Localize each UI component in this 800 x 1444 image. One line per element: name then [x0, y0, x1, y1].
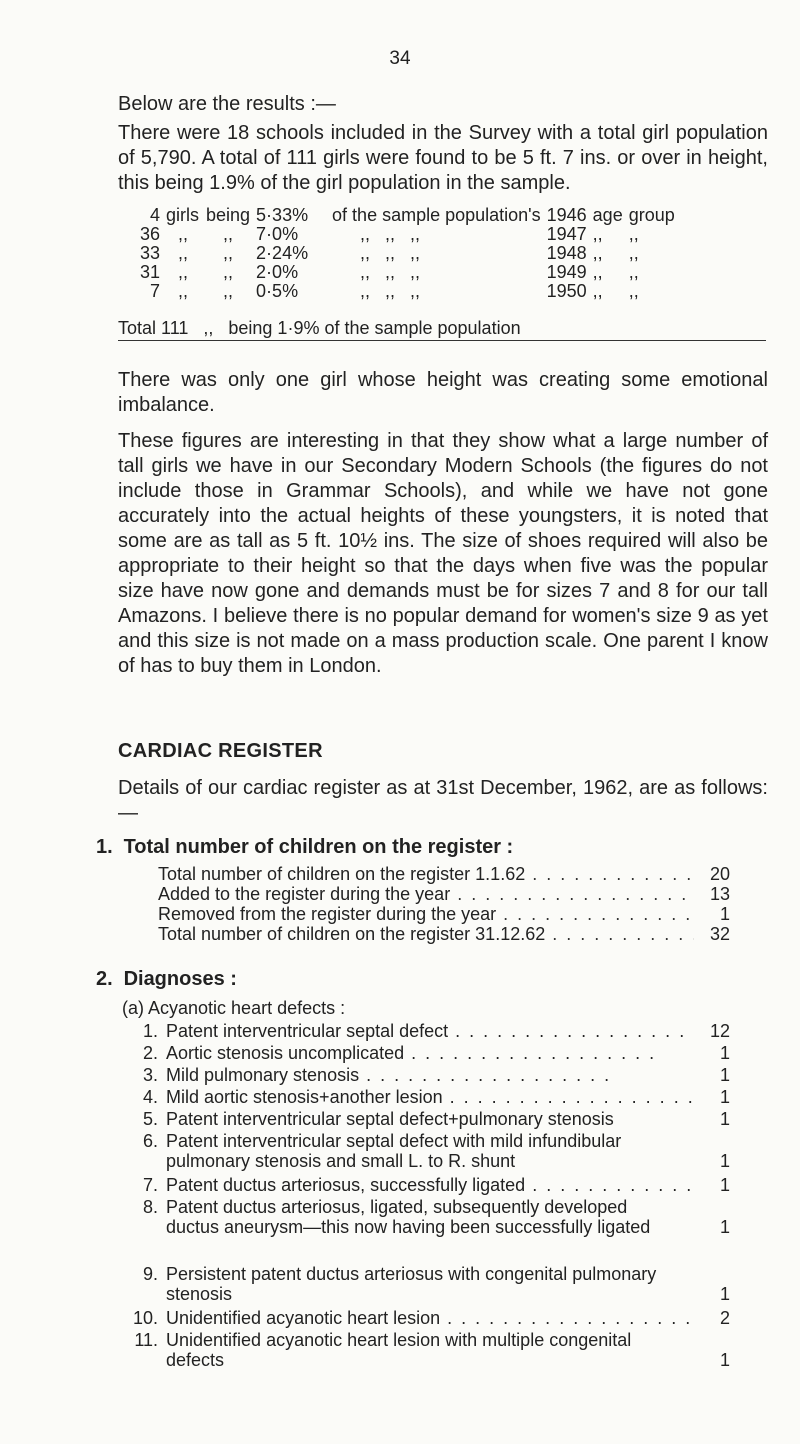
diagnosis-text — [166, 1308, 694, 1328]
diagnosis-text — [166, 1087, 694, 1107]
cardiac-heading: CARDIAC REGISTER — [118, 740, 323, 762]
diagnosis-number: 8. — [142, 1197, 158, 1217]
diagnosis-row — [118, 1330, 730, 1370]
register-row — [158, 864, 730, 884]
diagnosis-row — [118, 1021, 730, 1041]
diagnosis-label: Aortic stenosis uncomplicated — [166, 1043, 405, 1063]
being-label: ,, — [223, 224, 234, 244]
girls-label: girls — [166, 205, 200, 225]
table-row — [132, 282, 681, 301]
leader-dots — [404, 1043, 656, 1063]
diagnosis-text: Patent ductus arteriosus, ligated, subsequently developed ductus aneurysm—this now having been successfully ligated — [166, 1197, 651, 1237]
subsection-heading: (a) Acyanotic heart defects : — [122, 998, 346, 1018]
diagnosis-text — [166, 1175, 694, 1195]
table-row — [132, 225, 681, 244]
percentage: 2·24% — [256, 243, 309, 263]
diagnosis-row — [118, 1065, 730, 1085]
girl-count: 4 — [149, 205, 160, 225]
being-label: ,, — [223, 243, 234, 263]
age-label: ,, — [592, 243, 603, 263]
figures-paragraph: These figures are interesting in that they show what a large number of tall girls we have in our Secondary Modern Schools (the figures do not include those in Grammar Schools), and while we have not gone accurately into the actual heights of these youngsters, it is noted that some are as tall as 5 ft. 10½ ins. The size of shoes required will also be appropriate to their height so that the days when five was the popular size have now gone and demands must be for sizes 7 and 8 for our tall Amazons. I believe there is no popular demand for women's size 9 as yet and this size is not made on a mass production scale. One parent I know of has to buy them in London. — [118, 430, 768, 677]
table-row — [132, 244, 681, 263]
being-label: ,, — [223, 262, 234, 282]
leader-dots — [359, 1065, 611, 1085]
register-label: Total number of children on the register 31.12.62 . . — [158, 924, 694, 944]
diagnosis-count: 1 — [719, 1087, 730, 1107]
leader-dots — [443, 1087, 694, 1107]
description: ,, ,, ,, — [360, 262, 421, 282]
diagnosis-text: Patent interventricular septal defect with mild infundibular pulmonary stenosis and small L. to R. shunt — [166, 1131, 622, 1171]
register-value: 13 — [709, 884, 730, 904]
girls-label: ,, — [177, 281, 188, 301]
diagnosis-count: 1 — [719, 1175, 730, 1195]
girl-count: 33 — [139, 243, 160, 263]
cardiac-intro: Details of our cardiac register as at 31st December, 1962, are as follows:— — [118, 777, 768, 824]
description: ,, ,, ,, — [360, 243, 421, 263]
group-label: group — [628, 205, 675, 225]
diagnosis-row — [118, 1308, 730, 1328]
being-label: being — [206, 205, 251, 225]
diagnosis-label: Patent ductus arteriosus, successfully ligated — [166, 1175, 526, 1195]
table-row — [132, 206, 681, 225]
diagnosis-row — [118, 1043, 730, 1063]
diagnosis-count: 1 — [719, 1043, 730, 1063]
diagnosis-count: 2 — [719, 1308, 730, 1328]
diagnosis-count: 1 — [719, 1109, 730, 1129]
register-value: 20 — [709, 864, 730, 884]
leader-dots — [440, 1308, 692, 1328]
group-label: ,, — [628, 281, 639, 301]
height-table — [132, 206, 681, 301]
section-number: 2. — [96, 968, 113, 990]
leader-dots — [448, 1021, 694, 1041]
description: ,, ,, ,, — [360, 224, 421, 244]
girls-label: ,, — [177, 243, 188, 263]
diagnosis-label: Mild pulmonary stenosis — [166, 1065, 360, 1085]
diagnosis-row — [118, 1131, 730, 1171]
percentage: 2·0% — [256, 262, 299, 282]
section-diagnoses-heading — [96, 968, 237, 991]
diagnosis-number: 4. — [142, 1087, 158, 1107]
table-row — [132, 263, 681, 282]
diagnosis-text — [166, 1021, 694, 1041]
age-label: ,, — [592, 224, 603, 244]
percentage: 5·33% — [256, 205, 309, 225]
intro-lead: Below are the results :— — [118, 93, 336, 115]
diagnosis-row — [118, 1087, 730, 1107]
register-row — [158, 904, 730, 924]
diagnosis-count: 1 — [719, 1350, 730, 1370]
register-label: Added to the register during the year . . — [158, 884, 694, 904]
description: ,, ,, ,, — [360, 281, 421, 301]
girls-label: ,, — [177, 262, 188, 282]
section-title: Total number of children on the register : — [123, 836, 514, 858]
girls-label: ,, — [177, 224, 188, 244]
diagnosis-count: 1 — [719, 1217, 730, 1237]
year: 1947 — [546, 224, 587, 244]
diagnosis-count: 1 — [719, 1065, 730, 1085]
emotional-paragraph: There was only one girl whose height was creating some emotional imbalance. — [118, 369, 768, 416]
diagnosis-count: 1 — [719, 1151, 730, 1171]
leader-dots — [525, 1175, 694, 1195]
register-row — [158, 884, 730, 904]
group-label: ,, — [628, 224, 639, 244]
register-label: Removed from the register during the year . . — [158, 904, 694, 924]
diagnosis-number: 10. — [132, 1308, 158, 1328]
diagnosis-label: Unidentified acyanotic heart lesion — [166, 1308, 441, 1328]
age-label: ,, — [592, 262, 603, 282]
register-label: Total number of children on the register 1.1.62 . . — [158, 864, 694, 884]
year: 1946 — [546, 205, 587, 225]
register-value: 32 — [709, 924, 730, 944]
diagnosis-label: Patent interventricular septal defect — [166, 1021, 449, 1041]
section-register-heading — [96, 836, 513, 859]
diagnosis-number: 5. — [142, 1109, 158, 1129]
intro-paragraph: There were 18 schools included in the Survey with a total girl population of 5,790. A total of 111 girls were found to be 5 ft. 7 ins. or over in height, this being 1.9% of the girl population in the sample. — [118, 122, 768, 194]
year: 1950 — [546, 281, 587, 301]
diagnosis-number: 3. — [142, 1065, 158, 1085]
diagnosis-number: 9. — [142, 1264, 158, 1284]
diagnosis-row — [118, 1109, 730, 1129]
divider — [118, 340, 766, 341]
year: 1949 — [546, 262, 587, 282]
percentage: 0·5% — [256, 281, 299, 301]
diagnosis-text — [166, 1065, 694, 1085]
register-row — [158, 924, 730, 944]
diagnosis-label: Mild aortic stenosis+another lesion — [166, 1087, 443, 1107]
age-label: age — [592, 205, 623, 225]
section-number: 1. — [96, 836, 113, 858]
page-number: 34 — [389, 48, 411, 69]
percentage: 7·0% — [256, 224, 299, 244]
girl-count: 31 — [139, 262, 160, 282]
height-total: Total 111 ,, being 1·9% of the sample population — [118, 318, 521, 338]
year: 1948 — [546, 243, 587, 263]
age-label: ,, — [592, 281, 603, 301]
group-label: ,, — [628, 262, 639, 282]
diagnosis-number: 7. — [142, 1175, 158, 1195]
diagnosis-row — [118, 1175, 730, 1195]
description: of the sample population's — [332, 205, 541, 225]
diagnosis-number: 6. — [142, 1131, 158, 1151]
diagnosis-row — [118, 1197, 730, 1237]
diagnosis-row — [118, 1264, 730, 1304]
diagnosis-count: 1 — [719, 1284, 730, 1304]
diagnosis-number: 1. — [142, 1021, 158, 1041]
diagnosis-text: Patent interventricular septal defect+pulmonary stenosis — [166, 1109, 614, 1129]
register-value: 1 — [719, 904, 730, 924]
diagnosis-count: 12 — [709, 1021, 730, 1041]
diagnosis-text — [166, 1043, 694, 1063]
being-label: ,, — [223, 281, 234, 301]
diagnosis-text: Persistent patent ductus arteriosus with congenital pulmonary stenosis — [166, 1264, 657, 1304]
section-title: Diagnoses : — [123, 968, 237, 990]
group-label: ,, — [628, 243, 639, 263]
diagnosis-number: 2. — [142, 1043, 158, 1063]
girl-count: 36 — [139, 224, 160, 244]
diagnosis-text: Unidentified acyanotic heart lesion with multiple congenital defects — [166, 1330, 632, 1370]
diagnosis-number: 11. — [134, 1330, 158, 1350]
girl-count: 7 — [149, 281, 160, 301]
